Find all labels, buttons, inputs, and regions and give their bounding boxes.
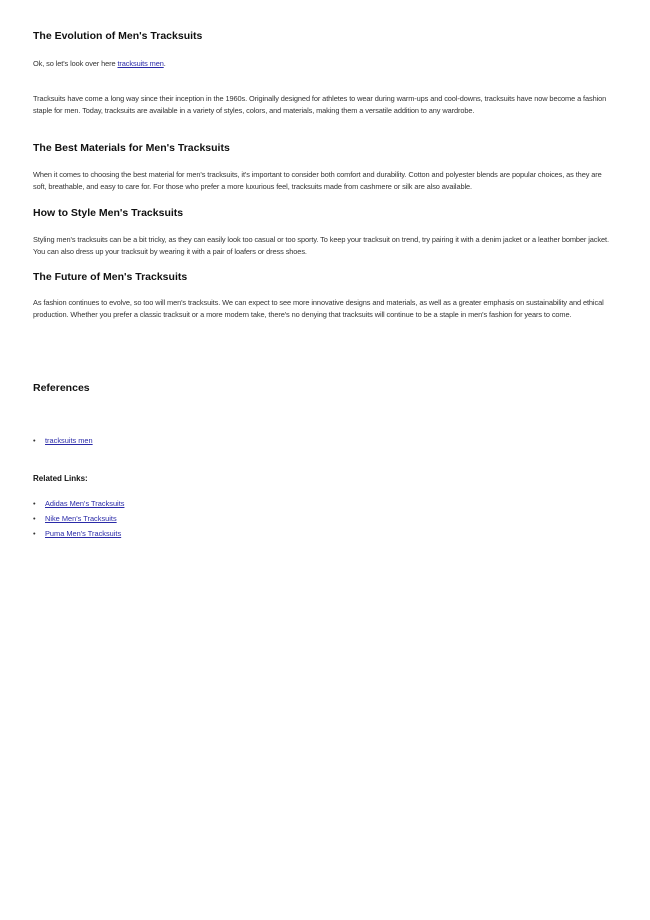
related-link-nike[interactable]: Nike Men's Tracksuits (45, 514, 117, 523)
paragraph-style: Styling men's tracksuits can be a bit tricky, as they can easily look too casual or too sporty. To keep your tracksuit on trend, try pairing it with a denim jacket or a leather bomber jacket. You can also dress up your tracksuit by wearing it with a pair of loafers or dress shoes. (33, 235, 609, 256)
related-item (33, 511, 124, 526)
related-links-list (33, 496, 124, 541)
related-link-adidas[interactable]: Adidas Men's Tracksuits (45, 499, 125, 508)
bullet-icon: • (33, 499, 36, 508)
related-link-puma[interactable]: Puma Men's Tracksuits (45, 529, 122, 538)
related-item (33, 496, 124, 511)
reference-link-tracksuits-men[interactable]: tracksuits men (45, 436, 93, 445)
heading-future: The Future of Men's Tracksuits (33, 271, 188, 283)
paragraph-materials: When it comes to choosing the best material for men's tracksuits, it's important to consider both comfort and durability. Cotton and polyester blends are popular choices, as they are soft, breathable, and easy to care for. For those who prefer a more luxurious feel, tracksuits made from cashmere or silk are also available. (33, 170, 602, 191)
bullet-icon: • (33, 514, 36, 523)
intro-suffix: . (163, 59, 166, 68)
heading-style: How to Style Men's Tracksuits (33, 207, 184, 219)
paragraph-evolution: Tracksuits have come a long way since their inception in the 1960s. Originally designed for athletes to wear during warm-ups and cool-downs, tracksuits have now become a fashion staple for men. Today, tracksuits are available in a variety of styles, colors, and materials, making them a versatile addition to any wardrobe. (33, 94, 607, 115)
heading-references: References (33, 382, 90, 394)
heading-evolution: The Evolution of Men's Tracksuits (33, 30, 203, 42)
intro-text: Ok, so let's look over here (33, 59, 118, 68)
heading-related-links: Related Links: (33, 474, 88, 483)
bullet-icon: • (33, 436, 36, 445)
bullet-icon: • (33, 529, 36, 538)
references-list (33, 433, 93, 448)
related-item (33, 526, 124, 541)
intro-link-tracksuits-men[interactable]: tracksuits men (117, 59, 164, 68)
paragraph-future: As fashion continues to evolve, so too will men's tracksuits. We can expect to see more innovative designs and materials, as well as a greater emphasis on sustainability and ethical production. Whether you prefer a classic tracksuit or a more modern take, there's no denying that tracksuits will continue to be a staple in men's fashion for years to come. (33, 298, 604, 319)
heading-materials: The Best Materials for Men's Tracksuits (33, 142, 230, 154)
reference-item (33, 433, 93, 448)
intro-paragraph (33, 58, 616, 70)
